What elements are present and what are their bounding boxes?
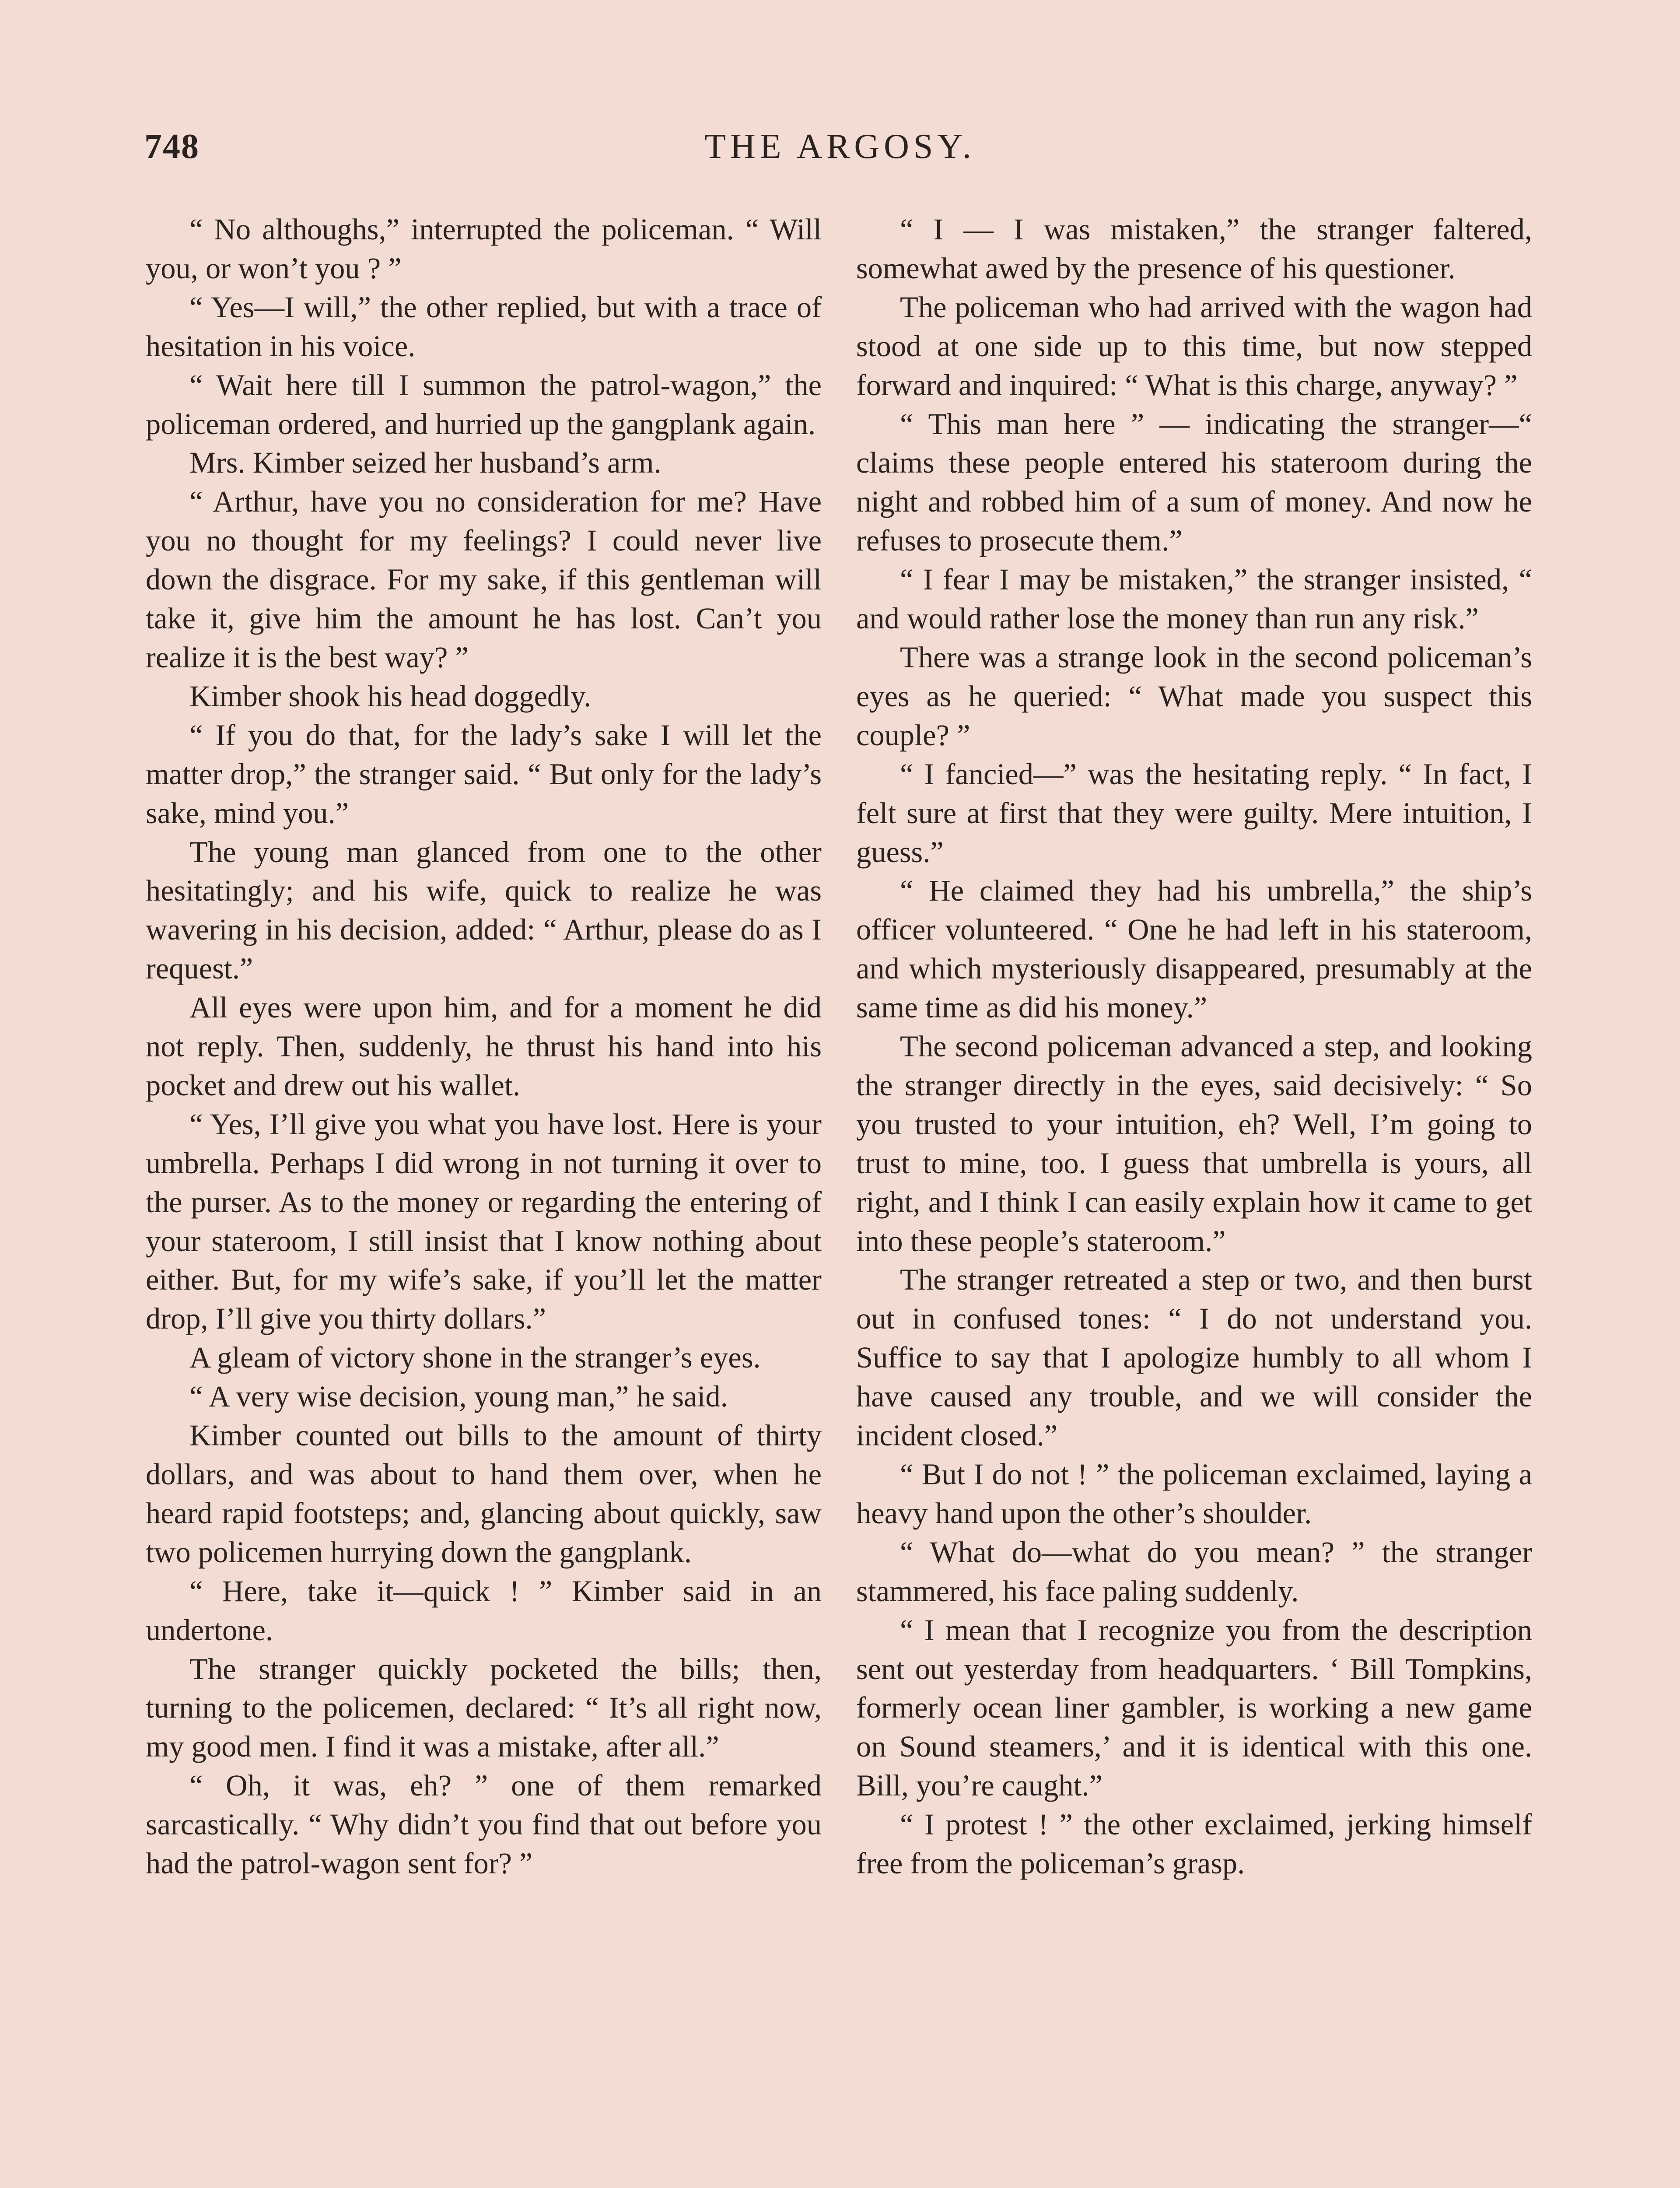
paragraph: The stranger quickly pocketed the bills; then, turning to the policemen, declared: “ It’s all right now, my good men. I find it was a mistake, after all.” — [146, 1652, 822, 1764]
paragraph: “ Oh, it was, eh? ” one of them remarked sarcastically. “ Why didn’t you find that out before you had the patrol-wagon sent for? ” — [146, 1769, 822, 1880]
paragraph: “ Wait here till I summon the patrol-wagon,” the policeman ordered, and hurried up the gangplank again. — [146, 368, 822, 441]
running-head: THE ARGOSY. — [704, 127, 976, 166]
paragraph: “ I fancied—” was the hesitating reply. “ In fact, I felt sure at first that they were guilty. Mere intuition, I guess.” — [856, 757, 1532, 869]
paragraph: “ Yes, I’ll give you what you have lost. Here is your umbrella. Perhaps I did wrong in not turning it over to the purser. As to the money or regarding the entering of your stateroom, I still insist that I know nothing about either. But, for my wife’s sake, if you’ll let the matter drop, I’ll give you thirty dollars.” — [146, 1107, 822, 1336]
paragraph: The stranger retreated a step or two, and then burst out in confused tones: “ I do not understand you. Suffice to say that I apologize humbly to all whom I have caused any trouble, and we will consider the incident closed.” — [856, 1263, 1532, 1452]
paragraph: The second policeman advanced a step, and looking the stranger directly in the eyes, said decisively: “ So you trusted to your intuition, eh? Well, I’m going to trust to mine, too. I guess that umbrella is yours, all right, and I think I can easily explain how it came to get into these people’s stateroom.” — [856, 1030, 1532, 1258]
paragraph: “ I mean that I recognize you from the description sent out yesterday from headquarters. ‘ Bill Tompkins, formerly ocean liner gambler, is working a new game on Sound steamers,’ and it is identical with this one. Bill, you’re caught.” — [856, 1613, 1532, 1802]
paragraph: “ This man here ” — indicating the stranger—“ claims these people entered his stateroom during the night and robbed him of a sum of money. And now he refuses to prosecute them.” — [856, 407, 1532, 558]
paragraph: Kimber shook his head doggedly. — [189, 679, 592, 713]
paragraph: “ I protest ! ” the other exclaimed, jerking himself free from the policeman’s grasp. — [856, 1808, 1532, 1880]
right-column — [856, 210, 1532, 1883]
paragraph: “ Arthur, have you no consideration for me? Have you no thought for my feelings? I could never live down the disgrace. For my sake, if this gentleman will take it, give him the amount he has lost. Can’t you realize it is the best way? ” — [146, 485, 822, 674]
left-column — [146, 210, 822, 1883]
paragraph: Kimber counted out bills to the amount of thirty dollars, and was about to hand them over, when he heard rapid footsteps; and, glancing about quickly, saw two policemen hurrying down the gangplank. — [146, 1419, 822, 1569]
paragraph: Mrs. Kimber seized her husband’s arm. — [189, 446, 662, 480]
paragraph: “ No althoughs,” interrupted the policeman. “ Will you, or won’t you ? ” — [146, 213, 822, 285]
paragraph: “ I fear I may be mistaken,” the stranger insisted, “ and would rather lose the money than run any risk.” — [856, 563, 1532, 635]
paragraph: “ Here, take it—quick ! ” Kimber said in an undertone. — [146, 1574, 822, 1647]
paragraph: “ Yes—I will,” the other replied, but with a trace of hesitation in his voice. — [146, 290, 822, 363]
paragraph: “ But I do not ! ” the policeman exclaimed, laying a heavy hand upon the other’s shoulder. — [856, 1458, 1532, 1530]
paragraph: A gleam of victory shone in the stranger’s eyes. — [189, 1341, 761, 1375]
paragraph: “ What do—what do you mean? ” the stranger stammered, his face paling suddenly. — [856, 1535, 1532, 1608]
paragraph: “ If you do that, for the lady’s sake I will let the matter drop,” the stranger said. “ But only for the lady’s sake, mind you.” — [146, 718, 822, 830]
paragraph: The policeman who had arrived with the wagon had stood at one side up to this time, but now stepped forward and inquired: “ What is this charge, anyway? ” — [856, 290, 1532, 402]
paragraph: All eyes were upon him, and for a moment he did not reply. Then, suddenly, he thrust his hand into his pocket and drew out his wallet. — [146, 991, 822, 1102]
paragraph: “ A very wise decision, young man,” he said. — [189, 1380, 728, 1413]
paragraph: “ I — I was mistaken,” the stranger faltered, somewhat awed by the presence of his questioner. — [856, 213, 1532, 285]
page-number: 748 — [144, 127, 200, 166]
page-header — [144, 127, 1536, 179]
paragraph: There was a strange look in the second policeman’s eyes as he queried: “ What made you suspect this couple? ” — [856, 640, 1532, 752]
paragraph: The young man glanced from one to the other hesitatingly; and his wife, quick to realize he was wavering in his decision, added: “ Arthur, please do as I request.” — [146, 835, 822, 985]
paragraph: “ He claimed they had his umbrella,” the ship’s officer volunteered. “ One he had left in his stateroom, and which mysteriously disappeared, presumably at the same time as did his money.” — [856, 874, 1532, 1024]
